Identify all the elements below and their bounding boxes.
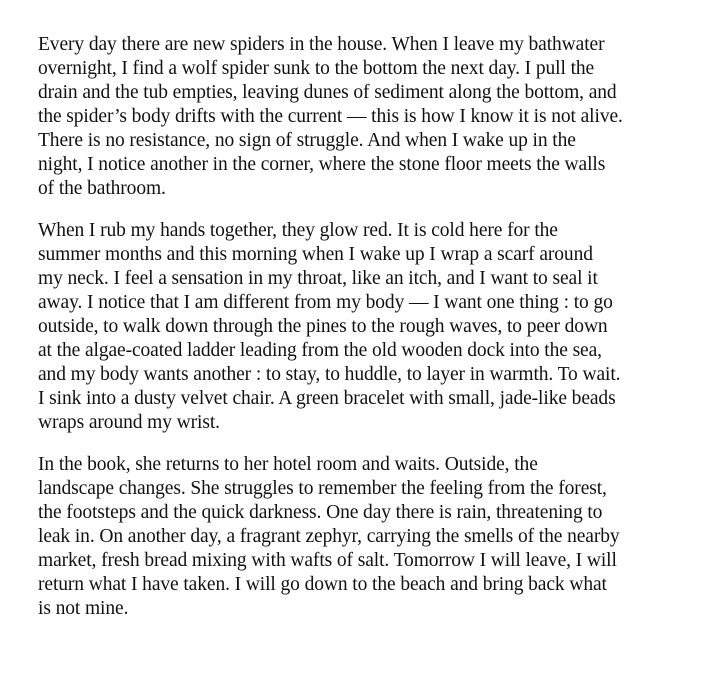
text-line: return what I have taken. I will go down to the beach and bring back what: [38, 574, 607, 595]
text-line: the footsteps and the quick darkness. One day there is rain, threatening to: [38, 502, 603, 523]
text-line: summer months and this morning when I wake up I wrap a scarf around: [38, 244, 593, 265]
text-line: In the book, she returns to her hotel room and waits. Outside, the: [38, 454, 538, 475]
paragraph-3: [38, 453, 678, 621]
text-line: There is no resistance, no sign of struggle. And when I wake up in the: [38, 130, 576, 151]
text-line: overnight, I find a wolf spider sunk to the bottom the next day. I pull the: [38, 58, 595, 79]
text-line: is not mine.: [38, 598, 129, 619]
text-line: outside, to walk down through the pines to the rough waves, to peer down: [38, 316, 608, 337]
text-line: leak in. On another day, a fragrant zephyr, carrying the smells of the nearby: [38, 526, 620, 547]
text-line: drain and the tub empties, leaving dunes of sediment along the bottom, and: [38, 82, 617, 103]
text-line: wraps around my wrist.: [38, 412, 220, 433]
paragraph-1: [38, 33, 678, 201]
text-line: at the algae-coated ladder leading from the old wooden dock into the sea,: [38, 340, 602, 361]
text-line: my neck. I feel a sensation in my throat, like an itch, and I want to seal it: [38, 268, 598, 289]
text-line: the spider’s body drifts with the current — this is how I know it is not alive.: [38, 106, 623, 127]
text-line: away. I notice that I am different from my body — I want one thing : to go: [38, 292, 613, 313]
text-line: night, I notice another in the corner, where the stone floor meets the walls: [38, 154, 606, 175]
text-line: landscape changes. She struggles to remember the feeling from the forest,: [38, 478, 607, 499]
document-body: [38, 33, 678, 639]
paragraph-2: [38, 219, 678, 435]
text-line: and my body wants another : to stay, to huddle, to layer in warmth. To wait.: [38, 364, 621, 385]
text-line: I sink into a dusty velvet chair. A green bracelet with small, jade-like beads: [38, 388, 616, 409]
text-line: Every day there are new spiders in the house. When I leave my bathwater: [38, 34, 605, 55]
text-line: When I rub my hands together, they glow red. It is cold here for the: [38, 220, 558, 241]
text-line: of the bathroom.: [38, 178, 166, 199]
text-line: market, fresh bread mixing with wafts of salt. Tomorrow I will leave, I will: [38, 550, 617, 571]
